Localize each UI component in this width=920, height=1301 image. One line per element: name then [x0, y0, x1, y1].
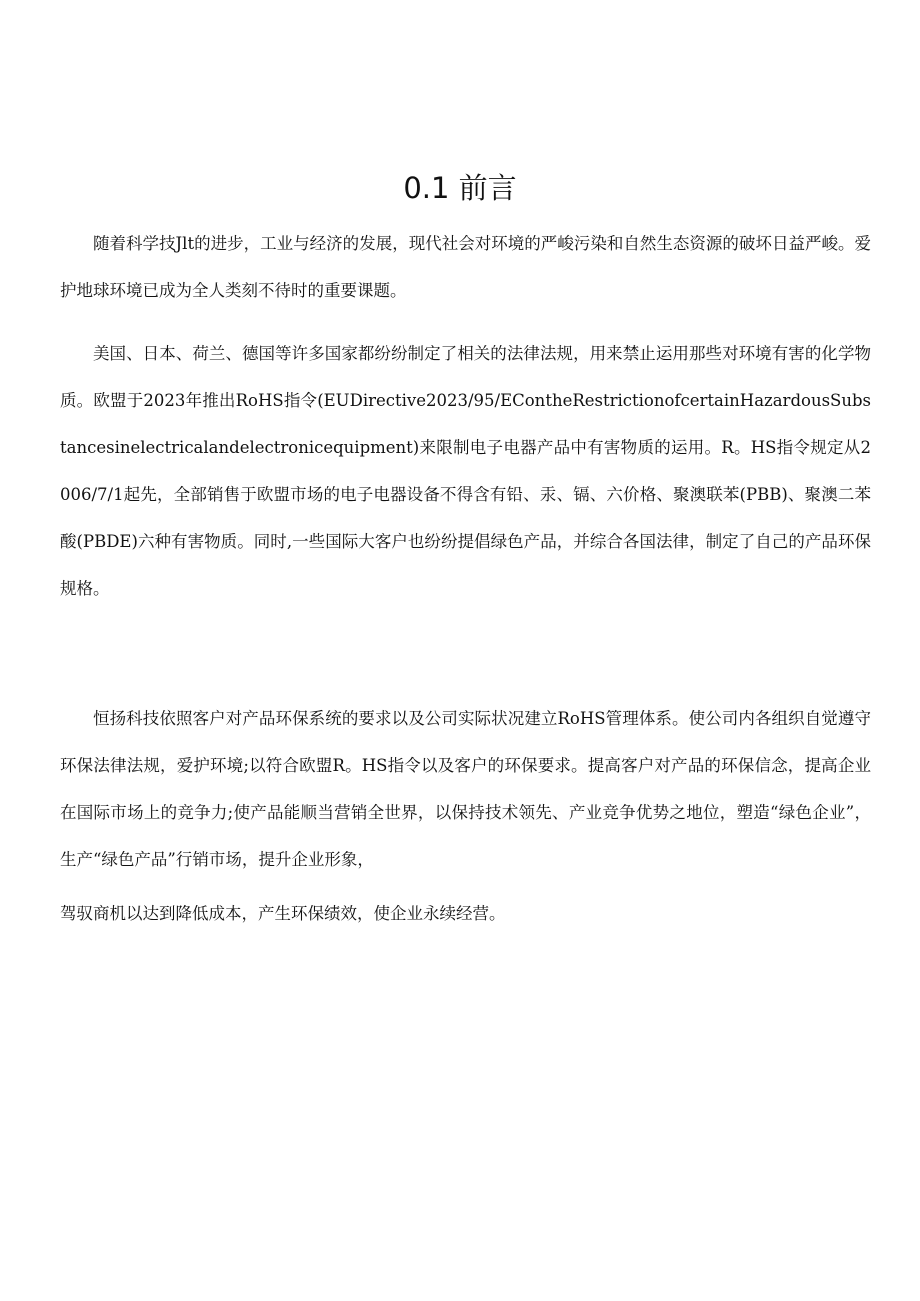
paragraph-rohs-background: 美国、日本、荷兰、德国等许多国家都纷纷制定了相关的法律法规，用来禁止运用那些对环境有害的化学物质。欧盟于2023年推出RoHS指令(EUDirective2023/95/EContheRestrictionofcertainHazardousSubstancesinelectricalandelectronicequipment)来限制电子电器产品中有害物质的运用。R。HS指令规定从2006/7/1起先，全部销售于欧盟市场的电子电器设备不得含有铅、汞、镉、六价格、聚澳联苯(PBB)、聚澳二苯酸(PBDE)六种有害物质。同时,一些国际大客户也纷纷提倡绿色产品，并综合各国法律，制定了自己的产品环保规格。: [60, 344, 871, 598]
paragraph-company-system: 恒扬科技依照客户对产品环保系统的要求以及公司实际状况建立RoHS管理体系。使公司内各组织自觉遵守环保法律法规，爱护环境;以符合欧盟R。HS指令以及客户的环保要求。提高客户对产品的环保信念，提高企业在国际市场上的竞争力;使产品能顺当营销全世界，以保持技术领先、产业竞争优势之地位，塑造“绿色企业”，生产“绿色产品”行销市场，提升企业形象，: [60, 709, 871, 869]
section-title: 0.1 前言: [403, 171, 517, 205]
paragraph-closing: 驾驭商机以达到降低成本，产生环保绩效，使企业永续经营。: [60, 904, 506, 923]
paragraph-intro: 随着科学技Jlt的进步，工业与经济的发展，现代社会对环境的严峻污染和自然生态资源的破坏日益严峻。爱护地球环境已成为全人类刻不待时的重要课题。: [60, 234, 871, 300]
